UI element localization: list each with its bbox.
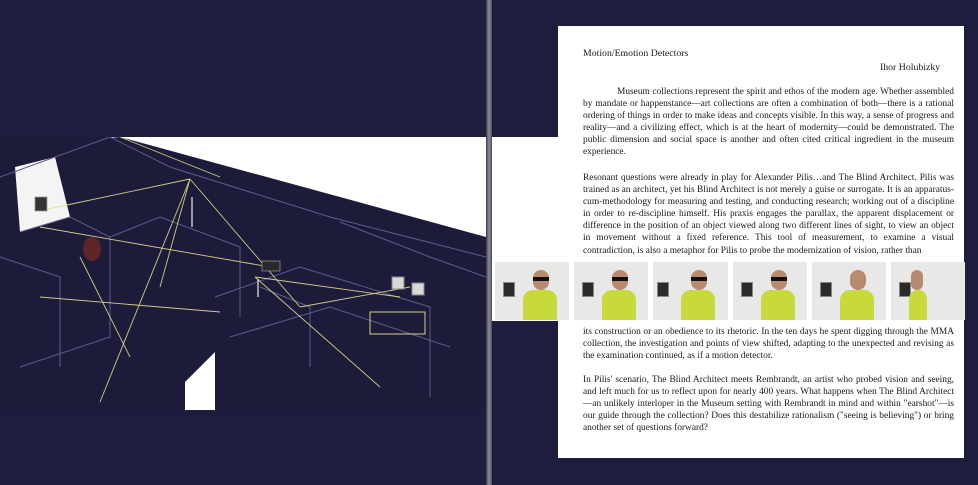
architectural-3d-render [0,137,486,410]
paragraph-2: Resonant questions were already in play for Alexander Pilis…and The Blind Architect. Pilis was trained as an architect, yet his Blind Architect is not merely a guise or surrogate. It is an apparatus-cum-methodology for measuring and testing, and conducting research; working out of a discipline in order to re-discipline himself. His praxis engages the parallax, the apparent displacement or difference in the position of an object viewed along two different lines of sight, to view an object in movement without a fixed reference. This tool of measurement, to examine a visual contradiction, is also a metaphor for Pilis to probe the modernization of vision, rather than [583,173,954,256]
left-page [0,0,486,485]
document-title: Motion/Emotion Detectors [583,48,689,59]
sequence-photo [733,262,807,320]
sequence-photo [653,262,727,320]
document-author: Ihor Holubizky [880,62,941,73]
sequence-photo [574,262,648,320]
paragraph-4: In Pilis' scenario, The Blind Architect meets Rembrandt, an artist who probed vision and seeing, and left much for us to reflect upon for nearly 400 years. What happens when The Blind Architect—an unlikely interloper in the Museum setting with Rembrandt in mind and within "earshot"—is our guide through the collection? Does this destabilize rationalism ("seeing is believing") or bring another set of questions forward? [583,375,954,434]
sequence-photo [891,262,965,320]
paragraph-3: its construction or an obedience to its rhetoric. In the ten days he spent digging through the MMA collection, the investigation and points of view shifted, adapting to the unexpected and revising as the examination continued, as if a motion detector. [583,327,954,362]
photo-sequence-strip [495,262,965,320]
paragraph-1: Museum collections represent the spirit and ethos of the modern age. Whether assembled by mandate or happenstance—art collections are often a combination of both—there is a rational ordering of things in order to make ideas and concepts visible. In this way, a sense of progress and reality—and a civilizing effect, which is at the heart of modernity—could be demonstrated. The public dimension and social space is another and often cited critical ingredient in the museum experience. [583,87,954,158]
sequence-photo [812,262,886,320]
sequence-photo [495,262,569,320]
